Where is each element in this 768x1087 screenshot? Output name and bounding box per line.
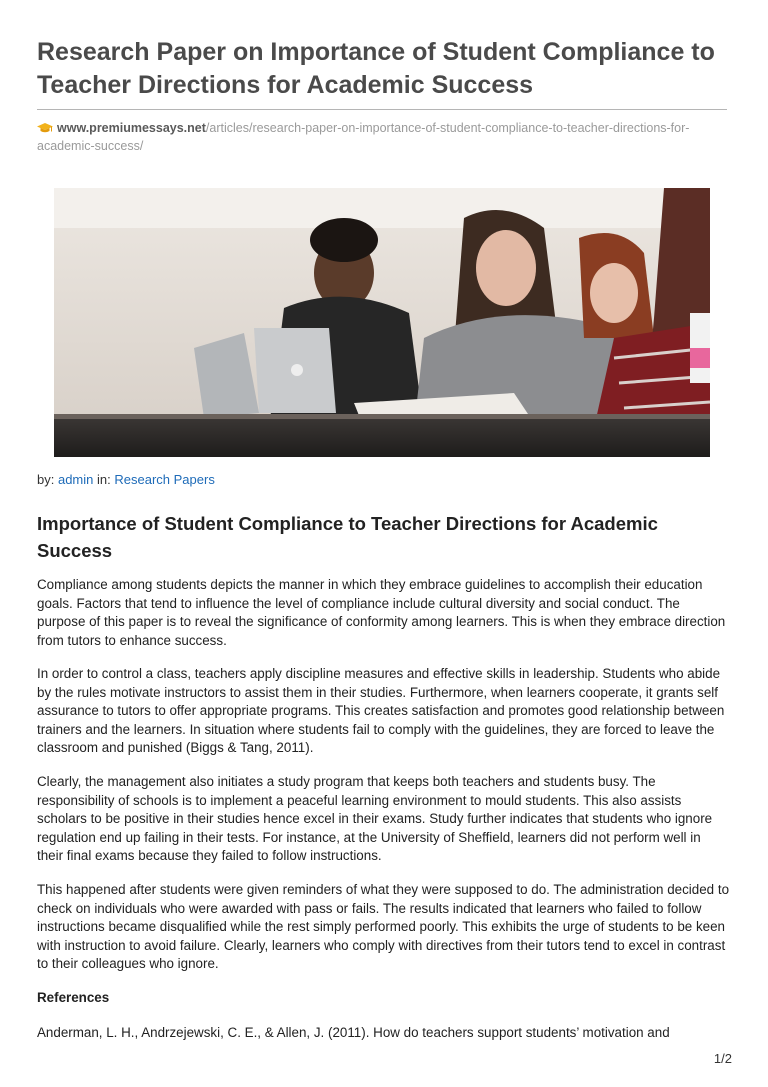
article-heading: Importance of Student Compliance to Teacher Directions for Academic Success: [37, 513, 658, 561]
byline-in-label: in:: [97, 472, 111, 487]
classroom-photo: [54, 188, 710, 457]
byline: [37, 472, 215, 488]
reference-item: Anderman, L. H., Andrzejewski, C. E., & Allen, J. (2011). How do teachers support students’ motivation and: [37, 1025, 670, 1040]
paragraph: In order to control a class, teachers apply discipline measures and effective skills in leadership. Students who abide by the rules motivate instructors to assist them in their studies. Furthermore, when learners cooperate, it grants self assurance to tutors to offer appropriate programs. This creates satisfaction and promotes good relationship between trainers and the learners. In situation where students fail to comply with the guidelines, they are forced to leave the classroom and punished (Biggs & Tang, 2011).: [37, 666, 725, 756]
category-link[interactable]: Research Papers: [114, 472, 215, 487]
title-divider: [37, 109, 727, 110]
source-domain[interactable]: www.premiumessays.net: [57, 121, 206, 135]
paragraph: Clearly, the management also initiates a study program that keeps both teachers and students busy. The responsibility of schools is to implement a peaceful learning environment to mould students. This also assists scholars to be positive in their studies hence excel in their exams. Study further indicates that students who ignore regulation end up failing in their tests. For instance, at the University of Sheffield, learners did not perform well in their final exams because they failed to follow instructions.: [37, 774, 713, 864]
paragraph: This happened after students were given reminders of what they were supposed to do. The administration decided to check on individuals who were awarded with pass or fails. The results indicated that learners who failed to follow instructions became disqualified while the rest simply performed poorly. This exhibits the urge of students to be keen with instruction to avoid failure. Clearly, learners who comply with directives from their tutors tend to excel in contrast to their colleagues who ignore.: [37, 882, 730, 972]
graduation-cap-icon: [37, 122, 53, 138]
source-url[interactable]: [37, 120, 727, 154]
page-number: 1/2: [713, 1051, 732, 1066]
author-link[interactable]: admin: [57, 472, 94, 487]
paragraph: Compliance among students depicts the manner in which they embrace guidelines to accomplish their education goals. Factors that tend to influence the level of compliance include cultural diversity and social conduct. The purpose of this paper is to reveal the significance of conformity among learners. This is when they embrace direction from tutors to enhance success.: [37, 577, 726, 648]
source-path[interactable]: /articles/research-paper-on-importance-of-student-compliance-to-teacher-directions-for-academic-success/: [37, 121, 690, 153]
page-title: Research Paper on Importance of Student Compliance to Teacher Directions for Academic Success: [37, 38, 715, 99]
byline-by-label: by:: [37, 472, 55, 487]
references-heading: References: [37, 990, 110, 1005]
